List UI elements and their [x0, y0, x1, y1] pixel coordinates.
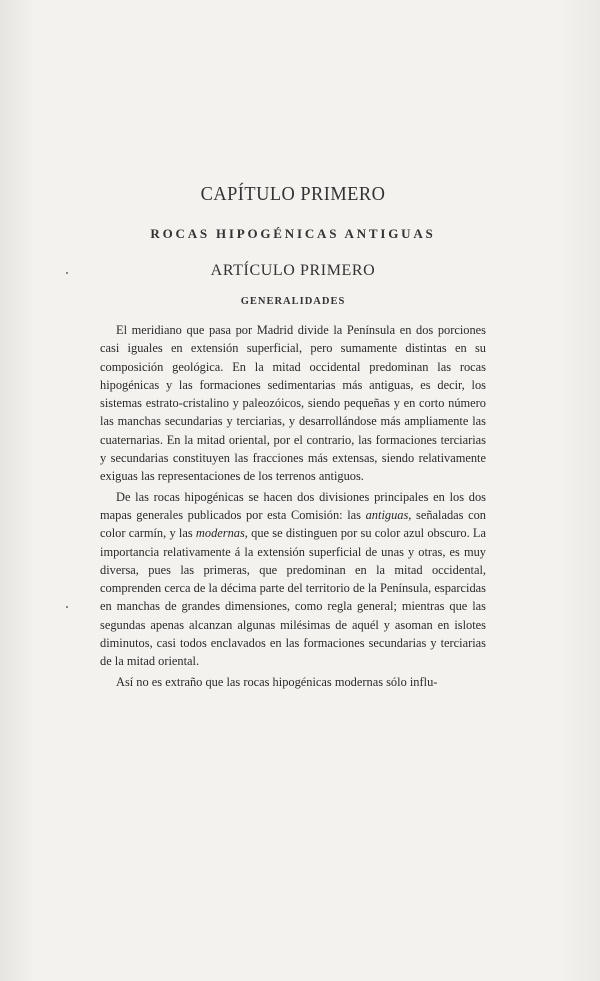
margin-mark [66, 606, 68, 608]
section-title: ROCAS HIPOGÉNICAS ANTIGUAS [150, 226, 436, 241]
article-title: ARTÍCULO PRIMERO [210, 262, 376, 279]
emphasis-modernas: modernas [195, 526, 245, 541]
paragraph-1: El meridiano que pasa por Madrid divide la Península en dos porciones casi iguales en extensión superficial, pero sumamente distintas en su composición geológica. En la mitad occidental predominan las rocas hipogénicas y las formaciones sedimentarias más antiguas, es decir, los sistemas estrato-cristalino y paleozóicos, siendo pequeñas y en corto número las manchas secundarias y terciarias, y desarrollándose más ampliamente las cuaternarias. En la mitad oriental, por el contrario, las formaciones terciarias y secundarias constituyen las fracciones más extensas, siendo relativamente exiguas las representaciones de los terrenos antiguos. [100, 323, 486, 484]
page-content [100, 183, 486, 693]
subsection-title: GENERALIDADES [240, 296, 346, 307]
emphasis-antiguas: antiguas [365, 507, 409, 522]
margin-mark [66, 272, 68, 274]
paragraph-3: Así no es extraño que las rocas hipogénicas modernas sólo influ- [116, 674, 438, 689]
chapter-title: CAPÍTULO PRIMERO [200, 183, 386, 205]
paragraph-2: De las rocas hipogénicas se hacen dos divisiones principales en los dos mapas generales publicados por esta Comisión: las antiguas, señaladas con color carmín, y las modernas, que se distinguen por su color azul obscuro. La importancia relativamente á la extensión superficial de unas y otras, es muy diversa, pues las primeras, que predominan en la mitad occidental, comprenden cerca de la décima parte del territorio de la Península, esparcidas en manchas de grandes dimensiones, como regla general; mientras que las segundas apenas alcanzan algunas milésimas de aquél y asoman en islotes diminutos, casi todos enclavados en las formaciones secundarias y terciarias de la mitad oriental. [100, 489, 486, 669]
